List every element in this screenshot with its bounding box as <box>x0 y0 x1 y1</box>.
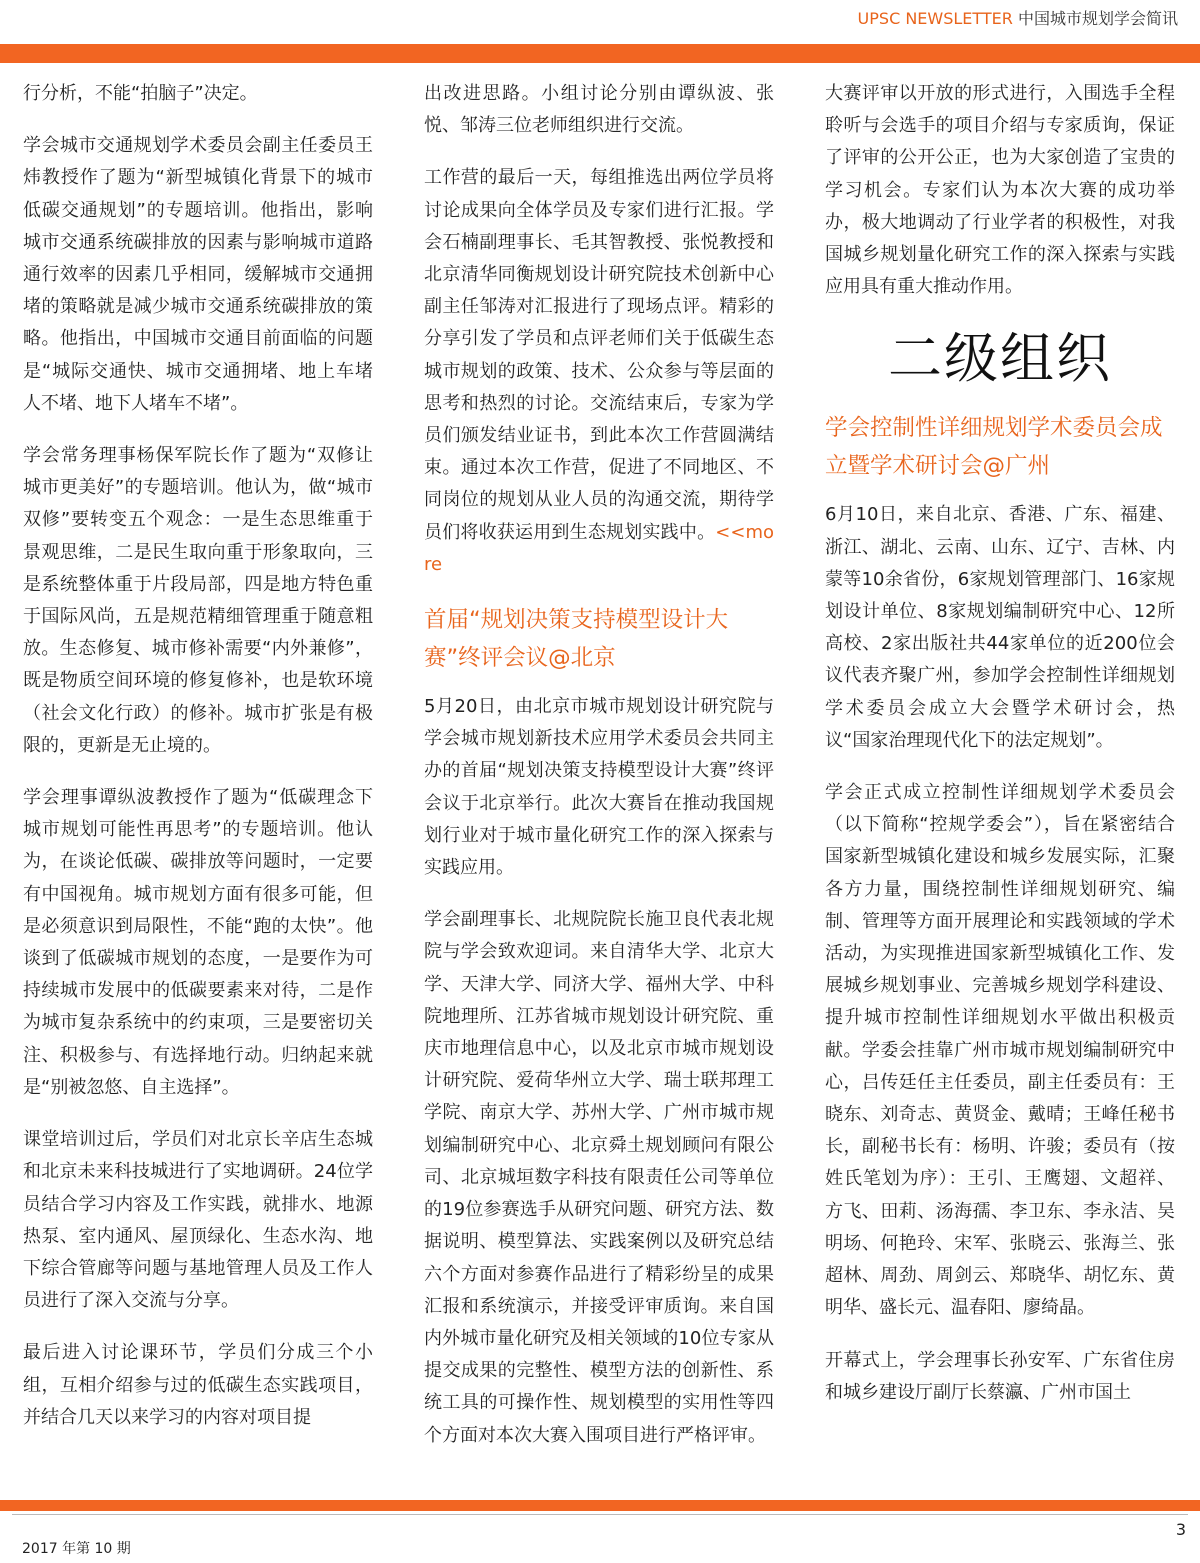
header-title-en: UPSC NEWSLETTER <box>857 9 1013 28</box>
newsletter-header-title <box>858 6 1178 29</box>
paragraph: 开幕式上，学会理事长孙安军、广东省住房和城乡建设厅副厅长蔡瀛、广州市国土 <box>825 1349 1175 1403</box>
paragraph: 大赛评审以开放的形式进行，入围选手全程聆听与会选手的项目介绍与专家质询，保证了评审的公开公正，也为大家创造了宝贵的学习机会。专家们认为本次大赛的成功举办，极大地调动了行业学者的积极性，对我国城乡规划量化研究工作的深入探索与实践应用具有重大推动作用。 <box>825 83 1175 298</box>
paragraph: 学会副理事长、北规院院长施卫良代表北规院与学会致欢迎词。来自清华大学、北京大学、天津大学、同济大学、福州大学、中科院地理所、江苏省城市规划设计研究院、重庆市地理信息中心，以及北京市城市规划设计研究院、爱荷华州立大学、瑞士联邦理工学院、南京大学、苏州大学、广州市城市规划编制研究中心、北京舜土规划顾问有限公司、北京城垣数字科技有限责任公司等单位的19位参赛选手从研究问题、研究方法、数据说明、模型算法、实践案例以及研究总结六个方面对参赛作品进行了精彩纷呈的成果汇报和系统演示，并接受评审质询。来自国内外城市量化研究及相关领域的10位专家从提交成果的完整性、模型方法的创新性、系统工具的可操作性、规划模型的实用性等四个方面对本次大赛入围项目进行严格评审。 <box>424 909 774 1446</box>
more-link[interactable]: <<more <box>424 521 774 575</box>
column-middle <box>424 78 774 1472</box>
paragraph: 行分析，不能“拍脑子”决定。 <box>23 83 258 104</box>
column-right <box>825 78 1175 1429</box>
paragraph: 学会常务理事杨保军院长作了题为“双修让城市更美好”的专题培训。他认为，做“城市双修”要转变五个观念：一是生态思维重于景观思维，二是民生取向重于形象取向，三是系统整体重于片段局部，四是地方特色重于国际风尚，五是规范精细管理重于随意粗放。生态修复、城市修补需要“内外兼修”，既是物质空间环境的修复修补，也是软环境（社会文化行政）的修补。城市扩张是有极限的，更新是无止境的。 <box>23 445 373 756</box>
secondary-organization-heading: 二级组织 <box>888 327 1112 391</box>
section-title-model-contest: 首届“规划决策支持模型设计大赛”终评会议@北京 <box>424 607 729 672</box>
issue-label: 2017 年第 10 期 <box>22 1541 131 1557</box>
paragraph: 出改进思路。小组讨论分别由谭纵波、张悦、邹涛三位老师组织进行交流。 <box>424 83 774 137</box>
footer-divider <box>12 1514 1188 1515</box>
paragraph: 最后进入讨论课环节，学员们分成三个小组，互相介绍参与过的低碳生态实践项目，并结合几天以来学习的内容对项目提 <box>23 1342 373 1428</box>
paragraph: 6月10日，来自北京、香港、广东、福建、浙江、湖北、云南、山东、辽宁、吉林、内蒙等10余省份，6家规划管理部门、16家规划设计单位、8家规划编制研究中心、12所高校、2家出版社共44家单位的近200位会议代表齐聚广州，参加学会控制性详细规划学术委员会成立大会暨学术研讨会，热议“国家治理现代化下的法定规划”。 <box>825 504 1175 751</box>
paragraph: 5月20日，由北京市城市规划设计研究院与学会城市规划新技术应用学术委员会共同主办的首届“规划决策支持模型设计大赛”终评会议于北京举行。此次大赛旨在推动我国规划行业对于城市量化研究工作的深入探索与实践应用。 <box>424 696 774 879</box>
header-title-cn: 中国城市规划学会简讯 <box>1017 9 1178 28</box>
bottom-accent-bar <box>0 1500 1200 1511</box>
column-left <box>23 78 373 1454</box>
page-number: 3 <box>1175 1520 1186 1539</box>
paragraph-text: 工作营的最后一天，每组推选出两位学员将讨论成果向全体学员及专家们进行汇报。学会石楠副理事长、毛其智教授、张悦教授和北京清华同衡规划设计研究院技术创新中心副主任邹涛对汇报进行了现场点评。精彩的分享引发了学员和点评老师们关于低碳生态城市规划的政策、技术、公众参与等层面的思考和热烈的讨论。交流结束后，专家为学员们颁发结业证书，到此本次工作营圆满结束。通过本次工作营，促进了不同地区、不同岗位的规划从业人员的沟通交流，期待学员们将收获运用到生态规划实践中。 <box>424 167 774 543</box>
paragraph: 学会城市交通规划学术委员会副主任委员王炜教授作了题为“新型城镇化背景下的城市低碳交通规划”的专题培训。他指出，影响城市交通系统碳排放的因素与影响城市道路通行效率的因素几乎相同，缓解城市交通拥堵的策略就是减少城市交通系统碳排放的策略。他指出，中国城市交通目前面临的问题是“城际交通快、城市交通拥堵、地上车堵人不堵、地下人堵车不堵”。 <box>23 135 373 414</box>
section-title-regulatory-plan-committee: 学会控制性详细规划学术委员会成立暨学术研讨会@广州 <box>825 415 1163 480</box>
top-accent-bar <box>0 44 1200 63</box>
paragraph <box>424 162 774 581</box>
paragraph: 学会理事谭纵波教授作了题为“低碳理念下城市规划可能性再思考”的专题培训。他认为，在谈论低碳、碳排放等问题时，一定要有中国视角。城市规划方面有很多可能，但是必须意识到局限性，不能“跑的太快”。他谈到了低碳城市规划的态度，一是要作为可持续城市发展中的低碳要素来对待，二是作为城市复杂系统中的约束项，三是要密切关注、积极参与、有选择地行动。归纳起来就是“别被忽悠、自主选择”。 <box>23 787 373 1098</box>
paragraph: 学会正式成立控制性详细规划学术委员会（以下简称“控规学委会”），旨在紧密结合国家新型城镇化建设和城乡发展实际，汇聚各方力量，围绕控制性详细规划研究、编制、管理等方面开展理论和实践领域的学术活动，为实现推进国家新型城镇化工作、发展城乡规划事业、完善城乡规划学科建设、提升城市控制性详细规划水平做出积极贡献。学委会挂靠广州市城市规划编制研究中心，吕传廷任主任委员，副主任委员有：王晓东、刘奇志、黄贤金、戴晴；王峰任秘书长，副秘书长有：杨明、许骏；委员有（按姓氏笔划为序）：王引、王鹰翅、文超祥、方飞、田莉、汤海孺、李卫东、李永洁、吴明场、何艳玲、宋军、张晓云、张海兰、张超林、周劲、周剑云、郑晓华、胡忆东、黄明华、盛长元、温春阳、廖绮晶。 <box>825 782 1175 1319</box>
paragraph: 课堂培训过后，学员们对北京长辛店生态城和北京未来科技城进行了实地调研。24位学员结合学习内容及工作实践，就排水、地源热泵、室内通风、屋顶绿化、生态水沟、地下综合管廊等问题与基地管理人员及工作人员进行了深入交流与分享。 <box>23 1129 373 1312</box>
